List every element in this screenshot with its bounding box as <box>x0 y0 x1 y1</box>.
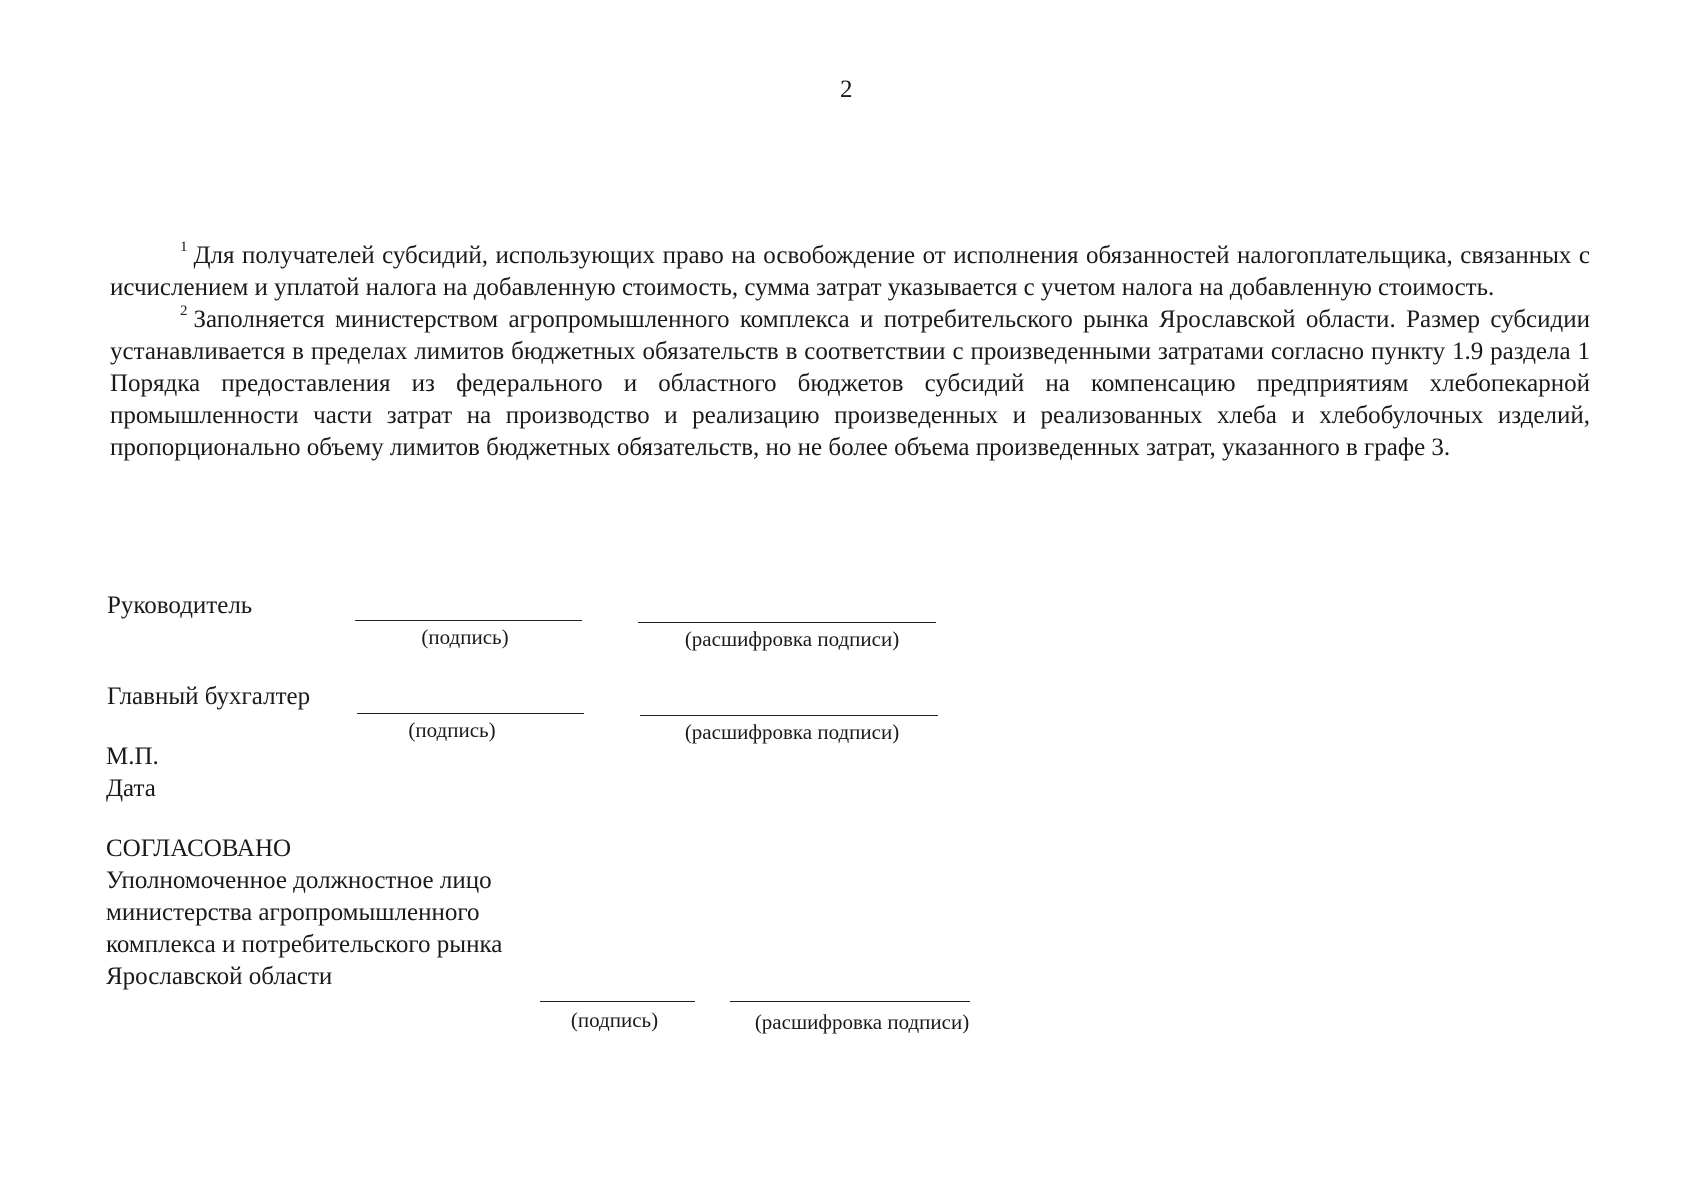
date-label: Дата <box>106 775 156 802</box>
footnote-text: Для получателей субсидий, использующих право на освобождение от исполнения обязанностей налогоплательщика, связанных с исчислением и уплатой налога на добавленную стоимость, сумма затрат указывается с учетом налога на добавленную стоимость. <box>110 242 1590 301</box>
head-signature-caption: (подпись) <box>421 625 509 649</box>
approval-block <box>106 833 502 993</box>
approved-heading: СОГЛАСОВАНО <box>106 835 292 862</box>
approved-signature-line <box>540 1001 695 1002</box>
approved-decryption-line <box>730 1001 970 1002</box>
approved-line: комплекса и потребительского рынка <box>106 931 503 958</box>
footnote-marker: 1 <box>180 239 188 255</box>
footnote-text: Заполняется министерством агропромышленного комплекса и потребительского рынка Ярославской области. Размер субсидии устанавливается в пределах лимитов бюджетных обязательств в соответствии с произведенными затратами согласно пункту 1.9 раздела 1 Порядка предоставления из федерального и областного бюджетов субсидий на компенсацию предприятиям хлебопекарной промышленности части затрат на производство и реализацию произведенных и реализованных хлеба и хлебобулочных изделий, пропорционально объему лимитов бюджетных обязательств, но не более объема произведенных затрат, указанного в графе 3. <box>110 306 1590 461</box>
footnotes <box>110 240 1590 464</box>
accountant-signature-caption: (подпись) <box>408 718 496 742</box>
head-label: Руководитель <box>107 592 253 619</box>
approved-line: Уполномоченное должностное лицо <box>106 867 492 894</box>
accountant-signature-line <box>357 713 584 714</box>
approved-line: министерства агропромышленного <box>106 899 480 926</box>
footnote-1 <box>110 240 1590 304</box>
head-decryption-caption: (расшифровка подписи) <box>684 627 900 651</box>
page-number: 2 <box>840 76 853 103</box>
head-signature-line <box>355 620 582 621</box>
accountant-decryption-caption: (расшифровка подписи) <box>684 720 900 744</box>
approved-line: Ярославской области <box>106 963 333 990</box>
head-decryption-line <box>638 622 936 623</box>
approved-decryption-caption: (расшифровка подписи) <box>754 1010 970 1034</box>
accountant-decryption-line <box>640 715 938 716</box>
footnote-2 <box>110 304 1590 464</box>
approved-signature-caption: (подпись) <box>570 1008 659 1032</box>
accountant-label: Главный бухгалтер <box>107 683 311 710</box>
stamp-label: М.П. <box>106 743 159 770</box>
footnote-marker: 2 <box>180 303 188 319</box>
